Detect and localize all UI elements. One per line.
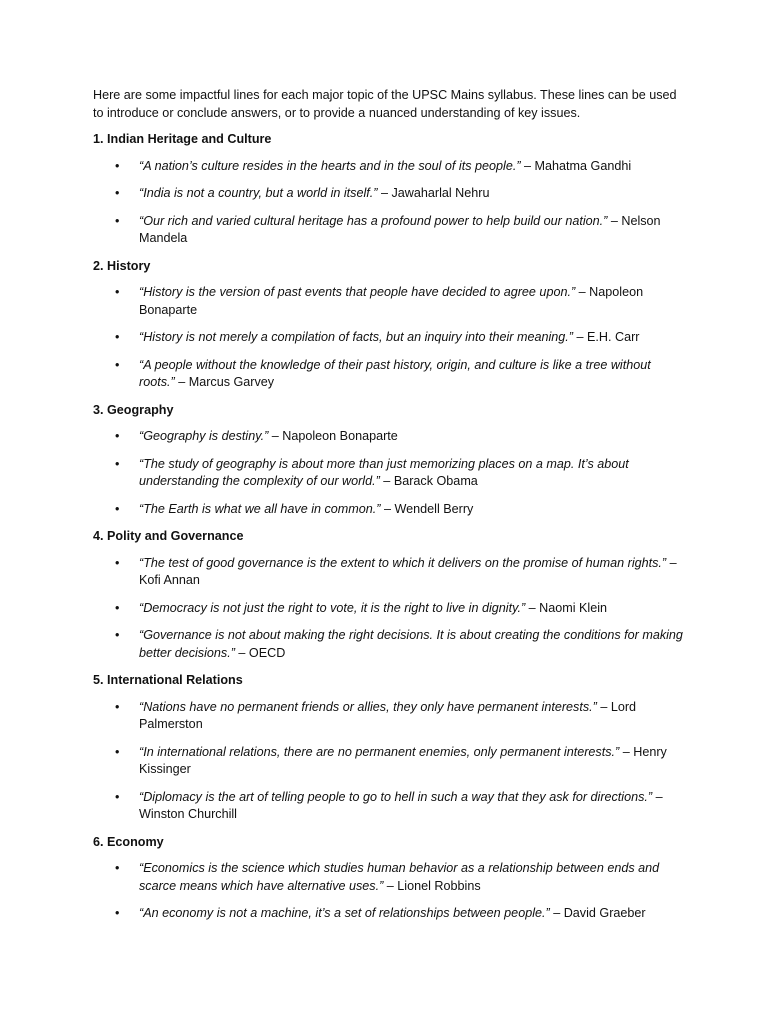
quote-text: “The study of geography is about more than just memorizing places on a map. It’s about understanding the complexity of our world.” (139, 456, 629, 488)
bullet-icon: • (115, 429, 120, 443)
quote-text: “History is the version of past events that people have decided to agree upon.” (139, 285, 576, 299)
quote-text: “Economics is the science which studies human behavior as a relationship between ends and scarce means which have alternative uses.” (139, 861, 660, 893)
quote-text: “Nations have no permanent friends or allies, they only have permanent interests.” (139, 699, 597, 714)
quote-item (93, 699, 683, 734)
quote-author: – Naomi Klein (525, 600, 608, 615)
section-heading: 2. History (93, 258, 151, 273)
quote-item (93, 213, 683, 248)
quote-item (93, 860, 683, 895)
quote-item (93, 329, 683, 347)
document-body (93, 87, 683, 933)
quote-text: “A nation’s culture resides in the hearts and in the soul of its people.” (139, 158, 521, 173)
quote-text: “An economy is not a machine, it’s a set of relationships between people.” (139, 906, 550, 920)
quote-item (93, 905, 683, 923)
quote-author: – Napoleon Bonaparte (268, 429, 398, 443)
quote-author: – Nelson Mandela (139, 213, 661, 245)
quote-author: – Kofi Annan (139, 555, 677, 587)
intro-paragraph: Here are some impactful lines for each major topic of the UPSC Mains syllabus. These lines can be used to introduce or conclude answers, or to provide a nuanced understanding of key issues. (93, 88, 677, 120)
quote-text: “Geography is destiny.” (139, 429, 269, 443)
section-heading: 5. International Relations (93, 673, 243, 687)
quote-author: – Lionel Robbins (383, 878, 481, 893)
section-heading: 1. Indian Heritage and Culture (93, 132, 272, 146)
quote-list (93, 860, 683, 923)
bullet-icon: • (115, 501, 120, 516)
bullet-icon: • (115, 600, 120, 615)
quote-text: “The Earth is what we all have in common.” (139, 501, 381, 516)
quote-text: “Governance is not about making the right decisions. It is about creating the conditions for making better decisions.” (139, 628, 683, 660)
quote-text: “Democracy is not just the right to vote, it is the right to live in dignity.” (139, 600, 526, 615)
quote-text: “India is not a country, but a world in itself.” (139, 186, 378, 200)
bullet-icon: • (115, 285, 120, 299)
quote-item (93, 501, 683, 519)
quote-author: – Wendell Berry (380, 501, 474, 516)
quote-author: – Jawaharlal Nehru (377, 186, 490, 200)
bullet-icon: • (115, 744, 120, 759)
quote-item (93, 428, 683, 446)
quote-list (93, 158, 683, 248)
quote-author: – OECD (234, 645, 286, 660)
quote-author: – Barack Obama (379, 474, 478, 488)
quote-author: – Lord Palmerston (139, 699, 637, 731)
quote-item (93, 284, 683, 319)
quote-text: “In international relations, there are no permanent enemies, only permanent interests.” (139, 744, 620, 759)
quote-list (93, 428, 683, 518)
quote-author: – Mahatma Gandhi (520, 158, 632, 173)
bullet-icon: • (115, 699, 120, 714)
quote-author: – Napoleon Bonaparte (139, 285, 644, 317)
quote-list (93, 699, 683, 824)
quote-item (93, 744, 683, 779)
quote-author: – Winston Churchill (139, 789, 663, 821)
quote-item (93, 555, 683, 590)
quote-author: – Henry Kissinger (139, 744, 667, 776)
quote-item (93, 185, 683, 203)
bullet-icon: • (115, 789, 120, 804)
bullet-icon: • (115, 158, 120, 173)
quote-text: “Our rich and varied cultural heritage has a profound power to help build our nation.” (139, 213, 608, 228)
quote-item (93, 789, 683, 824)
bullet-icon: • (115, 330, 120, 344)
quote-item (93, 456, 683, 491)
bullet-icon: • (115, 628, 120, 642)
bullet-icon: • (115, 456, 120, 471)
quote-author: – E.H. Carr (572, 330, 640, 344)
quote-item (93, 600, 683, 618)
quote-text: “The test of good governance is the extent to which it delivers on the promise of human rights.” (139, 555, 667, 570)
bullet-icon: • (115, 555, 120, 570)
quote-list (93, 555, 683, 663)
bullet-icon: • (115, 357, 120, 372)
quote-item (93, 357, 683, 392)
section-heading: 6. Economy (93, 834, 164, 849)
quote-author: – Marcus Garvey (174, 375, 275, 389)
quote-list (93, 284, 683, 392)
quote-text: “A people without the knowledge of their past history, origin, and culture is like a tree without roots.” (139, 357, 651, 389)
section-heading: 3. Geography (93, 402, 174, 417)
quote-item (93, 158, 683, 176)
quote-author: – David Graeber (549, 906, 646, 920)
bullet-icon: • (115, 213, 120, 228)
bullet-icon: • (115, 861, 120, 875)
quote-item (93, 627, 683, 662)
quote-text: “Diplomacy is the art of telling people to go to hell in such a way that they ask for directions.” (139, 789, 653, 804)
section-heading: 4. Polity and Governance (93, 529, 244, 543)
quote-text: “History is not merely a compilation of facts, but an inquiry into their meaning.” (139, 330, 573, 344)
bullet-icon: • (115, 186, 120, 200)
bullet-icon: • (115, 906, 120, 920)
